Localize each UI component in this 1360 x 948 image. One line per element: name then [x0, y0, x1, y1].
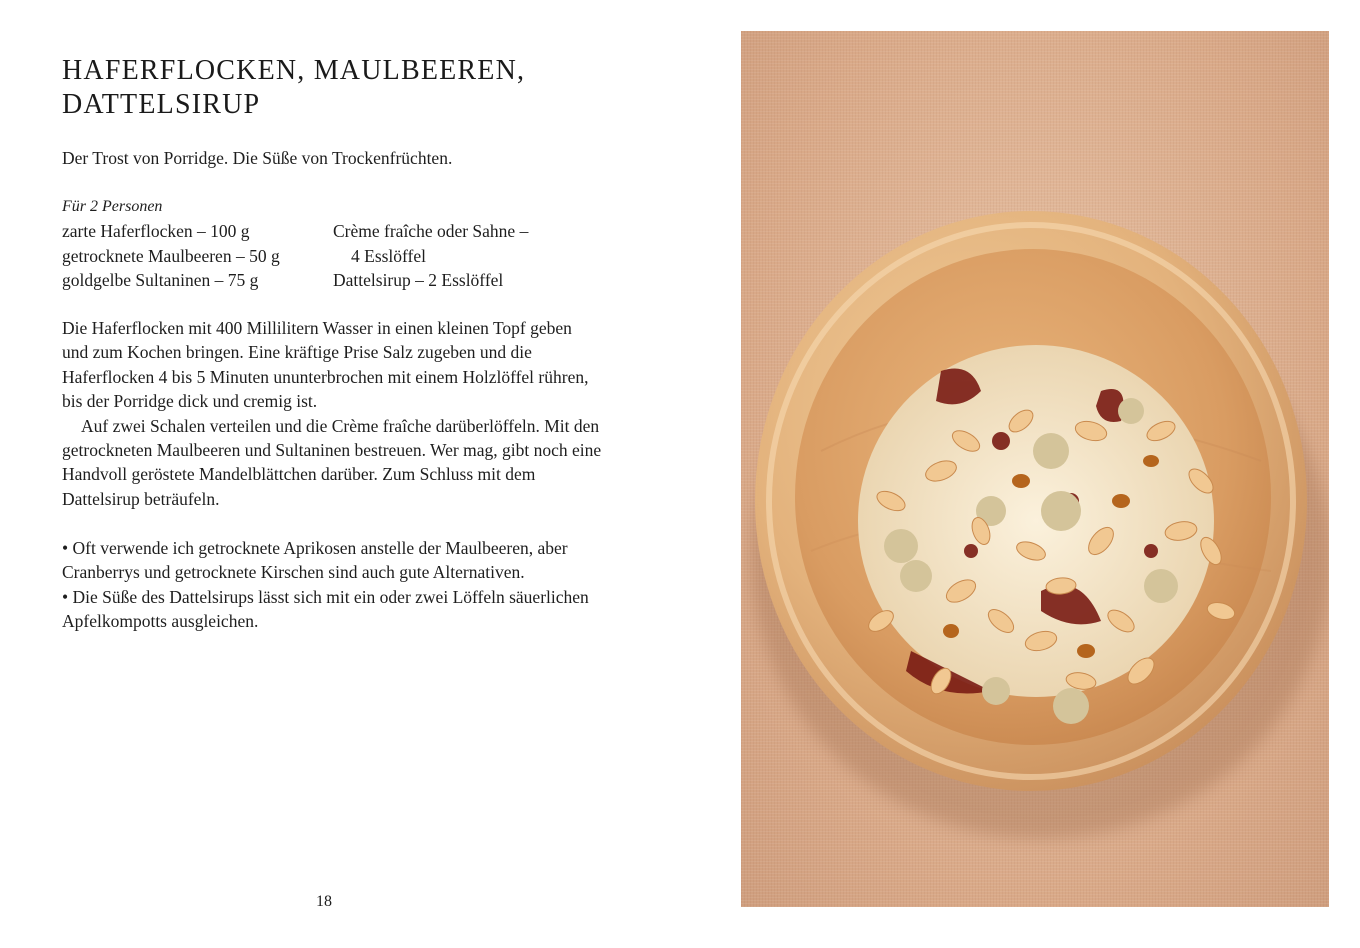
- mulberry: [900, 560, 932, 592]
- sultana: [1012, 474, 1030, 488]
- mulberry: [1033, 433, 1069, 469]
- ingredient-item: getrocknete Maulbeeren – 50 g: [62, 245, 280, 266]
- recipe-title-line: DATTELSIRUP: [62, 89, 261, 120]
- servings-label: Für 2 Personen: [62, 198, 163, 215]
- sultana: [1112, 494, 1130, 508]
- syrup-drop: [1144, 544, 1158, 558]
- ingredient-item: Crème fraîche oder Sahne –: [333, 221, 529, 241]
- recipe-title-line: HAFERFLOCKEN, MAULBEEREN,: [62, 55, 526, 86]
- ingredients-list-left: [62, 219, 280, 293]
- recipe-method: [62, 316, 602, 511]
- mulberry: [1053, 688, 1089, 724]
- recipe-tips: [62, 536, 602, 634]
- sultana: [1143, 455, 1159, 467]
- syrup-drop: [964, 544, 978, 558]
- ingredients-list-right: [333, 219, 528, 293]
- porridge-bowl-illustration: [741, 31, 1329, 907]
- recipe-intro: Der Trost von Porridge. Die Süße von Trockenfrüchten.: [62, 148, 453, 168]
- sultana: [943, 624, 959, 638]
- ingredient-item: goldgelbe Sultaninen – 75 g: [62, 270, 259, 290]
- recipe-title: [62, 54, 525, 122]
- sultana: [1077, 644, 1095, 658]
- page-number: 18: [316, 893, 332, 910]
- syrup-drop: [992, 432, 1010, 450]
- method-paragraph: Die Haferflocken mit 400 Millilitern Wasser in einen kleinen Topf geben und zum Kochen bringen. Eine kräftige Prise Salz zugeben und die Haferflocken 4 bis 5 Minuten ununterbrochen mit einem Holzlöffel rühren, bis der Porridge dick und cremig ist.: [62, 318, 589, 412]
- ingredient-item-continuation: 4 Esslöffel: [351, 245, 427, 266]
- method-paragraph: Auf zwei Schalen verteilen und die Crème fraîche darüberlöffeln. Mit den getrockneten Maulbeeren und Sultaninen bestreuen. Wer mag, gibt noch eine Handvoll geröstete Mandelblättchen darüber. Zum Schluss mit dem Dattelsirup beträufeln.: [62, 415, 602, 509]
- mulberry: [1041, 491, 1081, 531]
- mulberry: [884, 529, 918, 563]
- tip-item: • Die Süße des Dattelsirups lässt sich mit ein oder zwei Löffeln säuerlichen Apfelkompotts ausgleichen.: [62, 586, 589, 632]
- ingredient-item: Dattelsirup – 2 Esslöffel: [333, 270, 504, 290]
- recipe-photo: [741, 31, 1329, 907]
- mulberry: [1118, 398, 1144, 424]
- ingredient-item: zarte Haferflocken – 100 g: [62, 221, 250, 241]
- mulberry: [982, 677, 1010, 705]
- tip-item: • Oft verwende ich getrocknete Aprikosen anstelle der Maulbeeren, aber Cranberrys und getrocknete Kirschen sind auch gute Alternativen.: [62, 538, 568, 583]
- mulberry: [1144, 569, 1178, 603]
